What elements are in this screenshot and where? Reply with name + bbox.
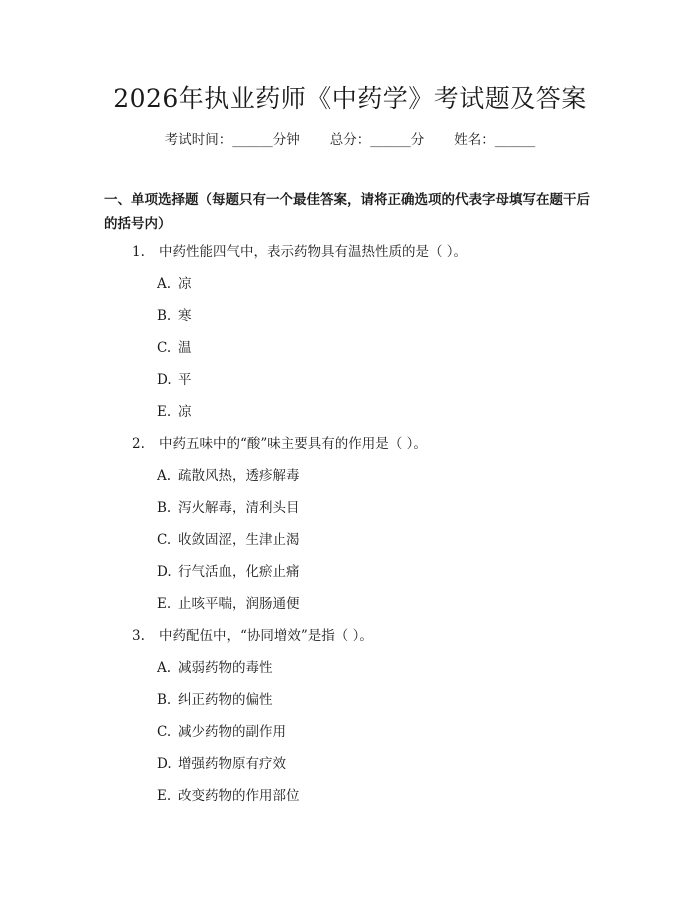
option-letter: C. xyxy=(157,340,172,356)
option-text: 增强药物原有疗效 xyxy=(178,756,286,772)
option-letter: D. xyxy=(157,756,172,772)
option-text: 改变药物的作用部位 xyxy=(178,788,300,804)
option-d xyxy=(0,369,700,392)
question-number: 2. xyxy=(132,436,145,452)
option-letter: A. xyxy=(157,660,172,676)
option-letter: A. xyxy=(157,468,172,484)
option-text: 泻火解毒，清利头目 xyxy=(178,500,300,516)
option-e xyxy=(0,785,700,808)
option-e xyxy=(0,401,700,424)
exam-info-line xyxy=(0,130,700,150)
total-score-label: 总分：______分 xyxy=(329,132,425,148)
option-letter: E. xyxy=(157,788,172,804)
question-stem xyxy=(0,241,700,264)
question-text: 中药性能四气中，表示药物具有温热性质的是（ ）。 xyxy=(159,244,468,260)
option-letter: E. xyxy=(157,404,172,420)
option-text: 止咳平喘，润肠通便 xyxy=(178,596,300,612)
option-letter: D. xyxy=(157,372,172,388)
question-stem xyxy=(0,625,700,648)
question-2 xyxy=(0,433,700,616)
document-title: 2026年执业药师《中药学》考试题及答案 xyxy=(113,84,587,113)
option-letter: D. xyxy=(157,564,172,580)
question-text: 中药配伍中，“协同增效”是指（ ）。 xyxy=(159,628,373,644)
option-text: 疏散风热，透疹解毒 xyxy=(178,468,300,484)
option-letter: B. xyxy=(157,692,172,708)
option-a xyxy=(0,465,700,488)
question-stem xyxy=(0,433,700,456)
option-text: 温 xyxy=(178,340,192,356)
option-a xyxy=(0,273,700,296)
option-text: 凉 xyxy=(178,404,192,420)
exam-time-label: 考试时间：______分钟 xyxy=(164,132,300,148)
option-letter: B. xyxy=(157,308,172,324)
option-letter: E. xyxy=(157,596,172,612)
option-text: 减少药物的副作用 xyxy=(178,724,286,740)
option-b xyxy=(0,305,700,328)
option-b xyxy=(0,497,700,520)
option-c xyxy=(0,529,700,552)
option-letter: A. xyxy=(157,276,172,292)
question-text: 中药五味中的“酸”味主要具有的作用是（ ）。 xyxy=(159,436,427,452)
question-1 xyxy=(0,241,700,424)
option-text: 平 xyxy=(178,372,192,388)
option-letter: C. xyxy=(157,724,172,740)
option-d xyxy=(0,561,700,584)
student-name-label: 姓名：______ xyxy=(454,132,536,148)
option-d xyxy=(0,753,700,776)
option-c xyxy=(0,337,700,360)
option-a xyxy=(0,657,700,680)
option-text: 行气活血，化瘀止痛 xyxy=(178,564,300,580)
option-text: 寒 xyxy=(178,308,192,324)
section-heading: 一、单项选择题（每题只有一个最佳答案，请将正确选项的代表字母填写在题干后的括号内） xyxy=(104,192,590,232)
option-text: 纠正药物的偏性 xyxy=(178,692,273,708)
question-number: 3. xyxy=(132,628,145,644)
question-number: 1. xyxy=(132,244,145,260)
option-text: 减弱药物的毒性 xyxy=(178,660,273,676)
option-b xyxy=(0,689,700,712)
option-letter: C. xyxy=(157,532,172,548)
option-text: 凉 xyxy=(178,276,192,292)
option-e xyxy=(0,593,700,616)
question-list xyxy=(0,241,700,817)
question-3 xyxy=(0,625,700,808)
option-c xyxy=(0,721,700,744)
option-text: 收敛固涩，生津止渴 xyxy=(178,532,300,548)
option-letter: B. xyxy=(157,500,172,516)
